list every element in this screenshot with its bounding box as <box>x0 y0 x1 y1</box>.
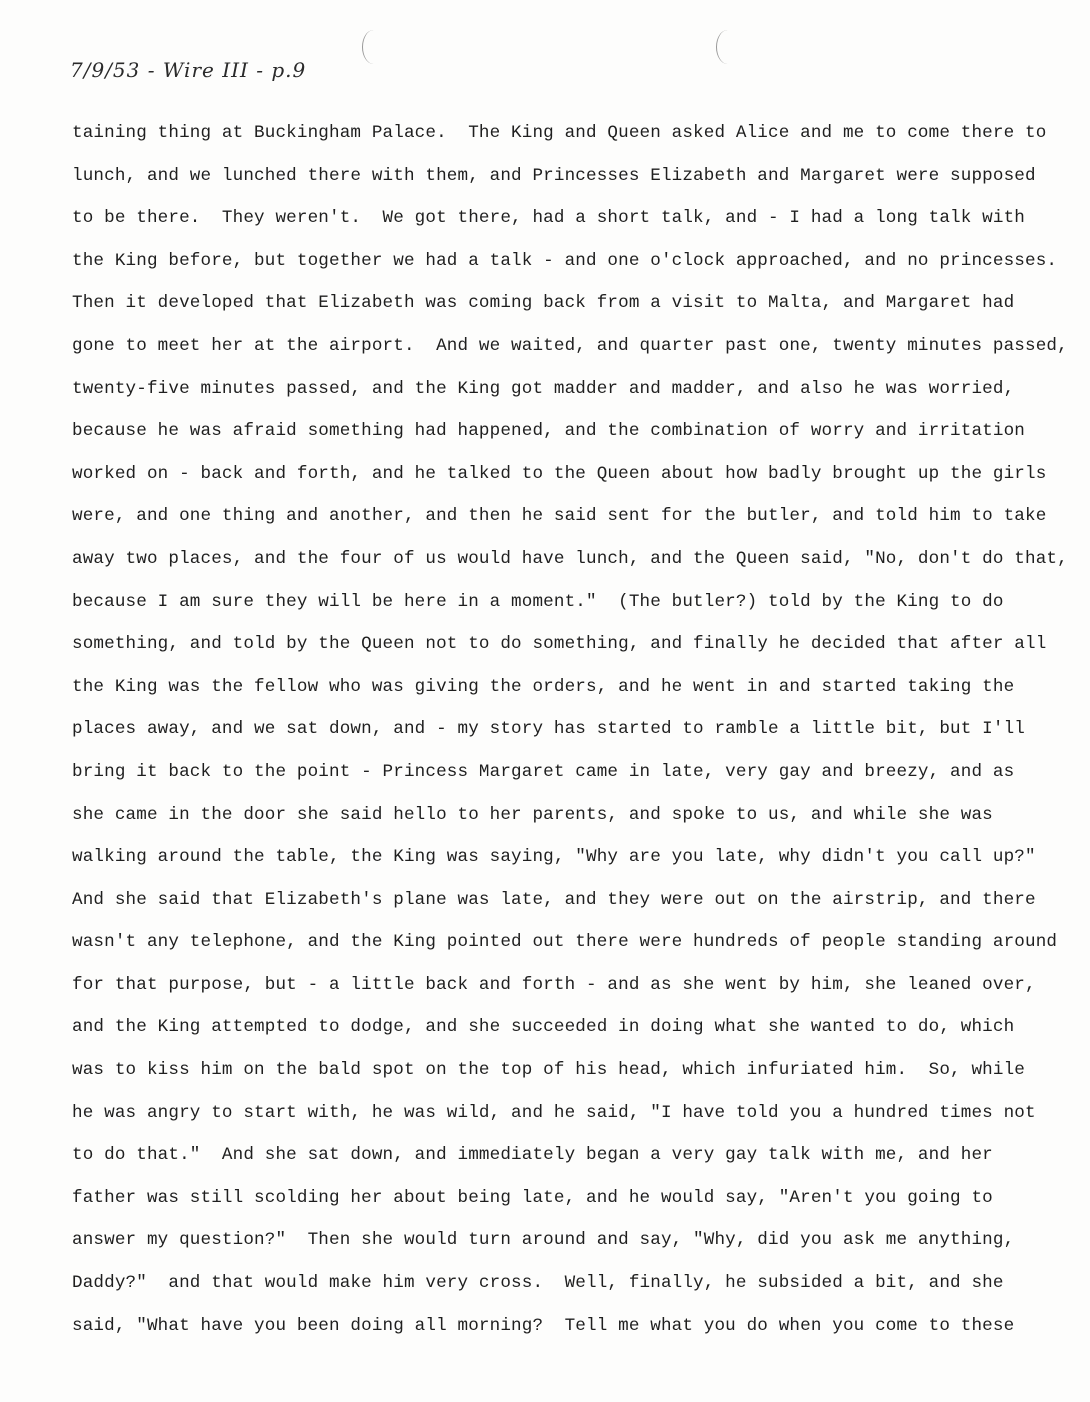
text-line: father was still scolding her about being late, and he would say, "Aren't you going to <box>72 1187 993 1208</box>
text-line: And she said that Elizabeth's plane was late, and they were out on the airstrip, and there <box>72 889 1036 910</box>
text-line: to be there. They weren't. We got there, had a short talk, and - I had a long talk with <box>72 208 1026 229</box>
text-line: answer my question?" Then she would turn around and say, "Why, did you ask me anything, <box>72 1230 1015 1251</box>
text-line: gone to meet her at the airport. And we waited, and quarter past one, twenty minutes passed, <box>72 335 1068 356</box>
text-line: taining thing at Buckingham Palace. The King and Queen asked Alice and me to come there to <box>72 123 1047 143</box>
transcript-body <box>72 120 1072 1355</box>
text-line: because he was afraid something had happened, and the combination of worry and irritation <box>72 421 1026 442</box>
text-line: bring it back to the point - Princess Margaret came in late, very gay and breezy, and as <box>72 761 1015 782</box>
text-line: said, "What have you been doing all morning? Tell me what you do when you come to these <box>72 1315 1015 1336</box>
text-line: wasn't any telephone, and the King pointed out there were hundreds of people standing around <box>72 932 1058 953</box>
text-line: places away, and we sat down, and - my story has started to ramble a little bit, but I'll <box>72 719 1026 740</box>
text-line: was to kiss him on the bald spot on the top of his head, which infuriated him. So, while <box>72 1060 1026 1081</box>
text-line: he was angry to start with, he was wild, and he said, "I have told you a hundred times not <box>72 1102 1036 1123</box>
text-line: something, and told by the Queen not to do something, and finally he decided that after all <box>72 634 1047 655</box>
text-line: for that purpose, but - a little back and forth - and as she went by him, she leaned over, <box>72 974 1036 995</box>
text-line: twenty-five minutes passed, and the King got madder and madder, and also he was worried, <box>72 378 1015 399</box>
text-line: the King was the fellow who was giving the orders, and he went in and started taking the <box>72 676 1015 697</box>
punch-hole-mark-right <box>716 30 739 64</box>
punch-hole-mark-left <box>362 30 385 64</box>
text-line: worked on - back and forth, and he talked to the Queen about how badly brought up the girls <box>72 463 1047 484</box>
text-line: walking around the table, the King was saying, "Why are you late, why didn't you call up?" <box>72 847 1036 868</box>
text-line: to do that." And she sat down, and immediately began a very gay talk with me, and her <box>72 1145 993 1166</box>
text-line: away two places, and the four of us would have lunch, and the Queen said, "No, don't do that, <box>72 548 1068 569</box>
text-line: she came in the door she said hello to her parents, and spoke to us, and while she was <box>72 804 993 825</box>
text-line: because I am sure they will be here in a moment." (The butler?) told by the King to do <box>72 591 1004 612</box>
text-line: Then it developed that Elizabeth was coming back from a visit to Malta, and Margaret had <box>72 293 1015 314</box>
text-line: Daddy?" and that would make him very cross. Well, finally, he subsided a bit, and she <box>72 1273 1004 1294</box>
text-line: the King before, but together we had a talk - and one o'clock approached, and no princesses. <box>72 250 1058 271</box>
text-line: lunch, and we lunched there with them, and Princesses Elizabeth and Margaret were supposed <box>72 165 1036 186</box>
text-line: and the King attempted to dodge, and she succeeded in doing what she wanted to do, which <box>72 1017 1015 1038</box>
page-header-label: 7/9/53 - Wire III - p.9 <box>70 58 307 82</box>
text-line: were, and one thing and another, and then he said sent for the butler, and told him to take <box>72 506 1047 527</box>
